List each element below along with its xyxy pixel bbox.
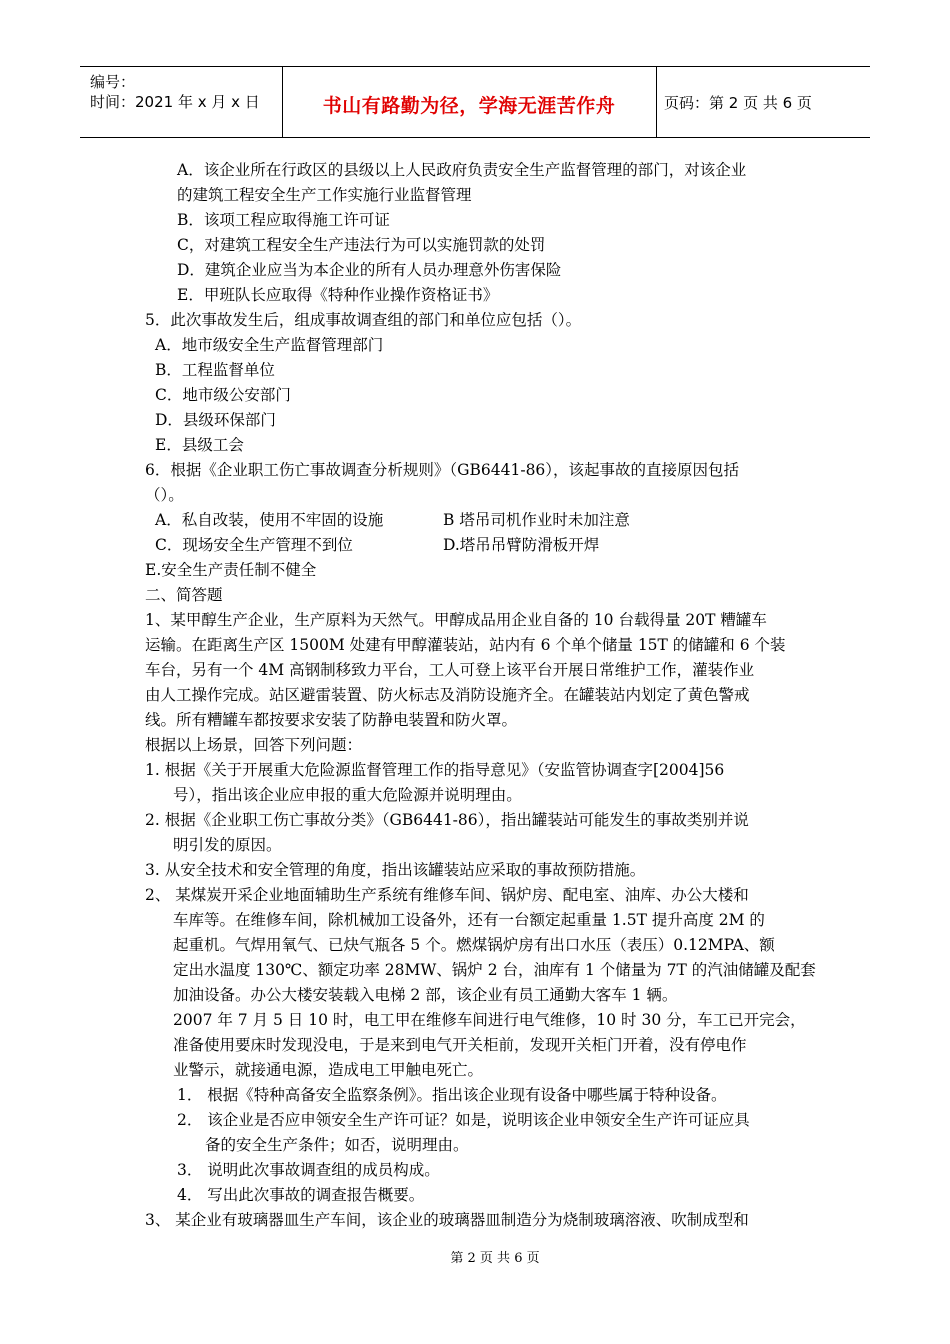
option-line: B．工程监督单位 — [155, 361, 275, 379]
page-number-label: 页码：第 2 页 共 6 页 — [664, 94, 812, 112]
text-line: 2、 某煤炭开采企业地面辅助生产系统有维修车间、锅炉房、配电室、油库、办公大楼和 — [145, 886, 749, 904]
page-footer — [0, 1247, 950, 1266]
option-line: B 塔吊司机作业时未加注意 — [443, 511, 630, 529]
footer-page-number: 第 2 页 共 6 页 — [450, 1251, 540, 1266]
option-line: C．地市级公安部门 — [155, 386, 291, 404]
text-line: E．甲班队长应取得《特种作业操作资格证书》 — [177, 286, 499, 304]
numbered-item: 3. 从安全技术和安全管理的角度，指出该罐装站应采取的事故预防措施。 — [145, 861, 646, 879]
text-line: 备的安全生产条件；如否，说明理由。 — [205, 1136, 469, 1154]
text-line: 明引发的原因。 — [173, 836, 282, 854]
text-line: 的建筑工程安全生产工作实施行业监督管理 — [177, 186, 472, 204]
option-line: A．地市级安全生产监督管理部门 — [155, 336, 384, 354]
text-line: 3、 某企业有玻璃器皿生产车间，该企业的玻璃器皿制造分为烧制玻璃溶液、吹制成型和 — [145, 1211, 749, 1229]
section-heading: 二、简答题 — [145, 586, 223, 604]
option-line: E.安全生产责任制不健全 — [145, 561, 317, 579]
numbered-item: 2. 根据《企业职工伤亡事故分类》（GB6441-86），指出罐装站可能发生的事故类别并说 — [145, 811, 749, 829]
text-line: 车台，另有一个 4M 高钢制移致力平台，工人可登上该平台开展日常维护工作，灌装作业 — [145, 661, 755, 679]
text-line: 加油设备。办公大楼安装载入电梯 2 部，该企业有员工通勤大客车 1 辆。 — [173, 986, 678, 1004]
text-line: A．该企业所在行政区的县级以上人民政府负责安全生产监督管理的部门，对该企业 — [177, 161, 747, 179]
motto-text: 书山有路勤为径，学海无涯苦作舟 — [322, 95, 616, 117]
text-line: 车库等。在维修车间，除机械加工设备外，还有一台额定起重量 1.5T 提升高度 2M 的 — [173, 911, 765, 929]
question-line: 6．根据《企业职工伤亡事故调查分析规则》（GB6441-86），该起事故的直接原因包括 — [145, 461, 740, 479]
numbered-item: 3． 说明此次事故调查组的成员构成。 — [177, 1161, 440, 1179]
text-line: 由人工操作完成。站区避雷装置、防火标志及消防设施齐全。在罐装站内划定了黄色警戒 — [145, 686, 750, 704]
text-line: 根据以上场景，回答下列问题： — [145, 736, 363, 754]
text-line: 起重机。气焊用氧气、已炔气瓶各 5 个。燃煤锅炉房有出口水压（表压）0.12MPA、额 — [173, 936, 775, 954]
numbered-item: 1. 根据《关于开展重大危险源监督管理工作的指导意见》（安监管协调查字[2004]56 — [145, 761, 725, 779]
text-line: 1、某甲醇生产企业，生产原料为天然气。甲醇成品用企业自备的 10 台载得量 20T 糟罐车 — [145, 611, 767, 629]
option-line: E．县级工会 — [155, 436, 244, 454]
option-line: A．私自改装，使用不牢固的设施 — [155, 511, 384, 529]
text-line: 准备使用要床时发现没电，于是来到电气开关柜前，发现开关柜门开着，没有停电作 — [173, 1036, 747, 1054]
text-line: C，对建筑工程安全生产违法行为可以实施罚款的处罚 — [177, 236, 546, 254]
option-line: D．县级环保部门 — [155, 411, 276, 429]
number-label: 编号： — [90, 73, 136, 91]
numbered-item: 4． 写出此次事故的调查报告概要。 — [177, 1186, 425, 1204]
text-line: B．该项工程应取得施工许可证 — [177, 211, 390, 229]
option-line: C．现场安全生产管理不到位 — [155, 536, 353, 554]
option-line: D.塔吊吊臂防滑板开焊 — [443, 536, 600, 554]
numbered-item: 2． 该企业是否应申领安全生产许可证？如是，说明该企业申领安全生产许可证应具 — [177, 1111, 750, 1129]
question-line: 5．此次事故发生后，组成事故调查组的部门和单位应包括（）。 — [145, 311, 582, 329]
text-line: （）。 — [145, 486, 184, 504]
text-line: D．建筑企业应当为本企业的所有人员办理意外伤害保险 — [177, 261, 562, 279]
text-line: 号），指出该企业应申报的重大危险源并说明理由。 — [173, 786, 522, 804]
text-line: 定出水温度 130℃、额定功率 28MW、锅炉 2 台，油库有 1 个储量为 7T 的汽油储罐及配套 — [173, 961, 816, 979]
date-label: 时间：2021 年 x 月 x 日 — [90, 93, 260, 111]
text-line: 2007 年 7 月 5 日 10 时，电工甲在维修车间进行电气维修，10 时 30 分，车工已开完会， — [173, 1011, 806, 1029]
text-line: 运输。在距离生产区 1500M 处建有甲醇灌装站，站内有 6 个单个储量 15T 的储罐和 6 个装 — [145, 636, 786, 654]
text-line: 业警示，就接通电源，造成电工甲触电死亡。 — [173, 1061, 484, 1079]
numbered-item: 1． 根据《特种高备安全监察条例》。指出该企业现有设备中哪些属于特种设备。 — [177, 1086, 727, 1104]
text-line: 线。所有糟罐车都按要求安装了防静电装置和防火罩。 — [145, 711, 518, 729]
